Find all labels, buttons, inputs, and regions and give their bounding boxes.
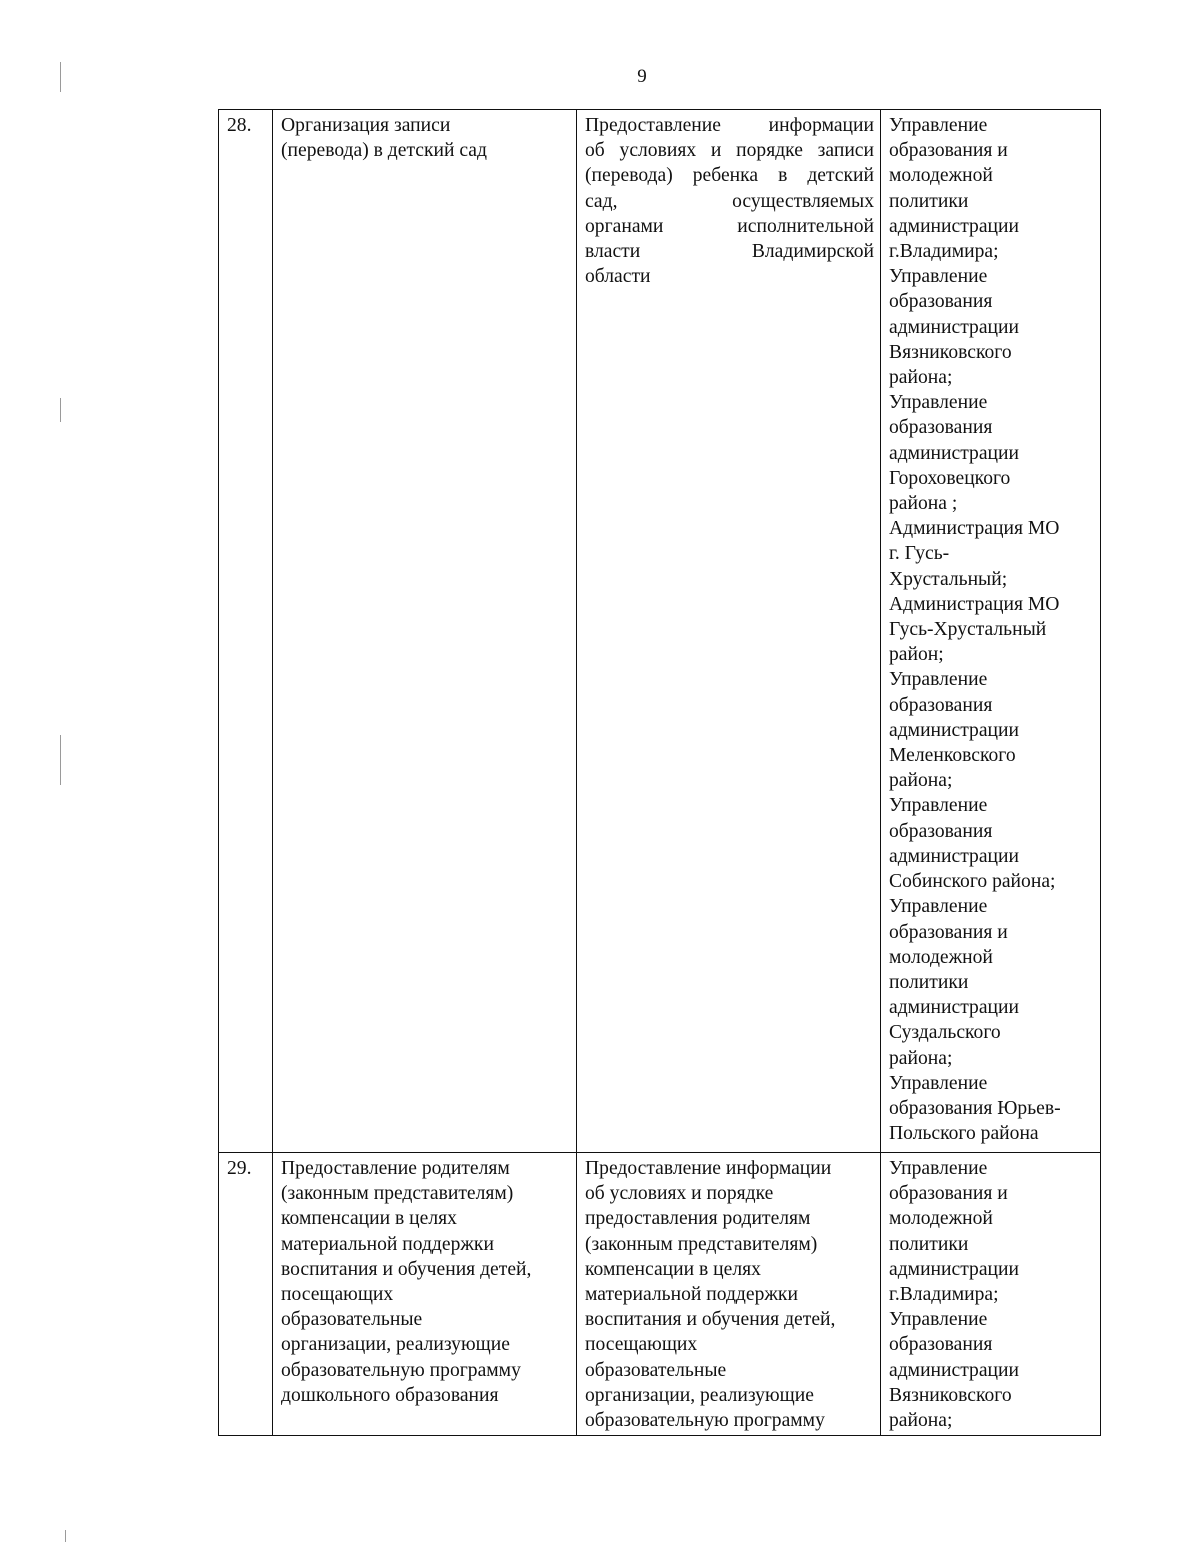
organization-line: Управление [889,1072,988,1094]
organization-line: Управление [889,795,988,817]
description-line: области [585,266,651,288]
service-name-cell [273,110,577,1153]
scan-artifact [60,62,61,92]
organization-line: администрации [889,442,1019,464]
organization-line: Хрустальный; [889,568,1008,590]
organization-line: района; [889,1410,953,1432]
organization-line: образования [889,820,993,842]
organization-line: Управление [889,266,988,288]
organization-line: образования [889,694,993,716]
organization-line: администрации [889,845,1019,867]
organization-line: молодежной [889,1208,993,1230]
organization-line: политики [889,971,969,993]
organization-cell [881,1153,1101,1436]
row-number-text: 28. [227,115,252,136]
description-line: воспитания и обучения детей, [585,1309,836,1331]
service-name-line: (законным представителям) [281,1183,514,1205]
organization-line: района ; [889,493,958,515]
organization-line: образования Юрьев- [889,1097,1061,1119]
description-line: органами исполнительной [585,215,874,237]
organization-line: администрации [889,1359,1019,1381]
services-table [218,109,1101,1436]
description-line: об условиях и порядке [585,1183,774,1205]
scan-artifact [60,735,61,785]
organization-line: Меленковского [889,745,1016,767]
organization-line: администрации [889,215,1019,237]
organization-line: молодежной [889,946,993,968]
description-line: организации, реализующие [585,1384,814,1406]
organization-line: Вязниковского [889,341,1012,363]
table-row [219,1153,1101,1436]
organization-line: Суздальского [889,1022,1001,1044]
service-name-line: дошкольного образования [281,1384,499,1406]
description-line: образовательные [585,1359,727,1381]
organization-line: Управление [889,1158,988,1179]
service-name-line: организации, реализующие [281,1334,510,1356]
description-line: власти Владимирской [585,241,874,263]
scan-artifact [65,1530,66,1542]
organization-line: Управление [889,1309,988,1331]
organization-line: района; [889,770,953,792]
organization-line: г. Гусь- [889,543,950,565]
service-description-cell [577,1153,881,1436]
service-name-line: Предоставление родителям [281,1158,510,1179]
organization-line: Администрация МО [889,518,1060,540]
organization-line: администрации [889,316,1019,338]
description-line: Предоставление информации [585,1158,832,1179]
organization-line: образования [889,1334,993,1356]
organization-line: молодежной [889,165,993,187]
service-name-line: материальной поддержки [281,1233,494,1255]
organization-line: района; [889,367,953,389]
service-name-line: компенсации в целях [281,1208,457,1230]
service-name-line: образовательную программу [281,1359,521,1381]
organization-line: администрации [889,1258,1019,1280]
organization-line: Управление [889,392,988,414]
row-number [219,1153,273,1436]
service-name-line: (перевода) в детский сад [281,140,487,162]
service-name-line: образовательные [281,1309,423,1331]
service-name-line: Организация записи [281,115,451,136]
organization-line: Администрация МО [889,593,1060,615]
description-line: Предоставление информации [585,115,874,136]
organization-line: администрации [889,997,1019,1019]
description-line: посещающих [585,1334,698,1356]
description-line: (перевода) ребенка в детский [585,165,874,187]
scan-artifact [60,398,61,422]
service-name-line: воспитания и обучения детей, [281,1258,532,1280]
description-line: предоставления родителям [585,1208,811,1230]
row-number [219,110,273,1153]
organization-line: Гусь-Хрустальный [889,619,1047,641]
service-name-line: посещающих [281,1284,394,1306]
organization-cell [881,110,1101,1153]
service-name-cell [273,1153,577,1436]
organization-line: политики [889,1233,969,1255]
row-number-text: 29. [227,1158,252,1179]
organization-line: образования [889,417,993,439]
organization-line: г.Владимира; [889,241,999,263]
organization-line: политики [889,190,969,212]
table-row [219,110,1101,1153]
description-line: (законным представителям) [585,1233,818,1255]
organization-line: образования [889,291,993,313]
organization-line: район; [889,644,944,666]
description-line: материальной поддержки [585,1284,798,1306]
organization-line: района; [889,1047,953,1069]
description-line: сад, осуществляемых [585,190,874,212]
organization-line: Управление [889,669,988,691]
description-line: образовательную программу [585,1410,825,1432]
organization-line: г.Владимира; [889,1284,999,1306]
organization-line: Гороховецкого [889,467,1011,489]
description-line: компенсации в целях [585,1258,761,1280]
organization-line: Управление [889,115,988,136]
organization-line: образования и [889,140,1008,162]
service-description-cell [577,110,881,1153]
organization-line: Польского района [889,1123,1039,1145]
organization-line: Управление [889,896,988,918]
organization-line: образования и [889,921,1008,943]
organization-line: Собинского района; [889,871,1056,893]
organization-line: администрации [889,719,1019,741]
page-number: 9 [637,66,647,87]
organization-line: образования и [889,1183,1008,1205]
description-line: об условиях и порядке записи [585,140,874,162]
organization-line: Вязниковского [889,1384,1012,1406]
